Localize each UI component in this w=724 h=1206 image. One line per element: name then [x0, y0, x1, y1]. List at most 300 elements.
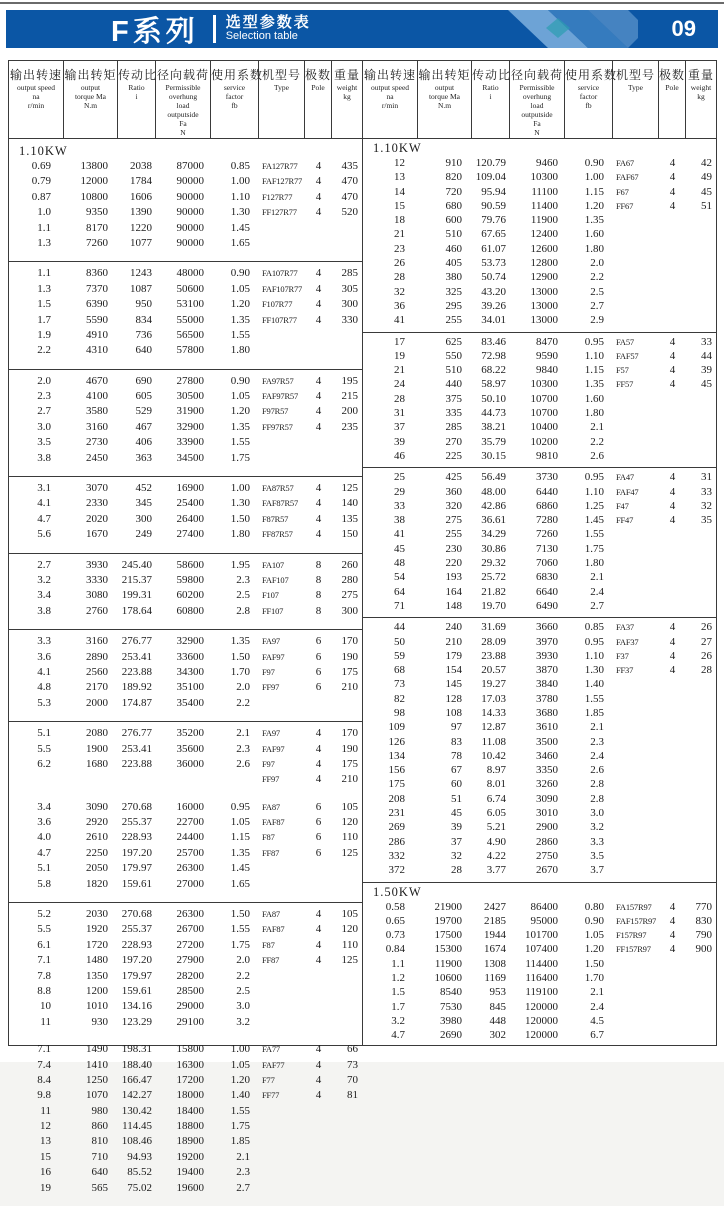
table-cell: FF87R57 — [262, 529, 293, 540]
column-header-cn: 径向载荷 — [510, 68, 563, 82]
table-cell: 6860 — [536, 499, 558, 512]
table-cell: 3610 — [536, 721, 558, 734]
table-cell: 302 — [489, 1029, 506, 1042]
table-cell — [613, 863, 659, 877]
table-cell: 26 — [701, 649, 712, 662]
table-cell: F127R77 — [262, 191, 293, 202]
table-row — [9, 404, 362, 419]
table-cell: 16900 — [176, 482, 204, 495]
table-cell: 29000 — [176, 1000, 204, 1013]
table-cell: 7530 — [440, 1000, 462, 1013]
column-header-en: service — [223, 83, 246, 92]
table-cell: 8170 — [86, 221, 108, 234]
table-cell: 35400 — [176, 696, 204, 709]
table-cell: 105 — [341, 800, 358, 813]
power-section-label: 1.10KW — [373, 141, 422, 155]
table-cell: 199.31 — [121, 589, 152, 602]
table-cell: 2.0 — [236, 681, 250, 694]
table-cell: 97 — [451, 721, 462, 734]
table-cell: FAF47 — [616, 486, 639, 497]
table-cell: 2860 — [536, 835, 558, 848]
table-cell — [118, 772, 156, 787]
table-cell — [332, 999, 362, 1014]
table-cell: 325 — [445, 285, 462, 298]
table-cell — [659, 749, 686, 763]
table-cell: 8.01 — [486, 778, 506, 791]
table-cell: 830 — [695, 914, 712, 927]
table-cell: 17 — [394, 335, 405, 348]
table-cell: 8 — [315, 558, 322, 571]
table-row — [9, 1134, 362, 1149]
table-cell: 37 — [394, 421, 405, 434]
table-cell: 1.55 — [584, 528, 604, 541]
table-cell — [659, 556, 686, 570]
table-cell: 845 — [489, 1000, 506, 1013]
table-cell — [613, 749, 659, 763]
table-cell: 32 — [701, 499, 712, 512]
table-cell: 3.2 — [37, 573, 51, 586]
table-cell: 114400 — [525, 957, 558, 970]
table-cell: 140 — [341, 497, 358, 510]
table-cell: 3.0 — [37, 420, 51, 433]
table-cell: 50.10 — [481, 392, 506, 405]
table-cell: 8470 — [536, 335, 558, 348]
table-cell: 189.92 — [121, 681, 152, 694]
table-cell: 10300 — [530, 171, 558, 184]
table-cell: 190 — [341, 742, 358, 755]
table-cell: 12400 — [530, 228, 558, 241]
table-cell: 13000 — [530, 285, 558, 298]
table-cell: 2890 — [86, 650, 108, 663]
table-cell: 600 — [445, 214, 462, 227]
table-cell: 770 — [695, 900, 712, 913]
table-cell: 1.45 — [584, 514, 604, 527]
table-cell: 125 — [341, 482, 358, 495]
table-cell: 3.77 — [486, 864, 506, 877]
table-cell: 27800 — [176, 374, 204, 387]
table-cell: 12900 — [530, 271, 558, 284]
table-cell: 1.50 — [230, 650, 250, 663]
table-cell: 4310 — [86, 344, 108, 357]
table-cell — [613, 792, 659, 806]
table-cell: 64 — [394, 585, 405, 598]
table-cell: FF107 — [262, 605, 284, 616]
table-cell — [659, 971, 686, 985]
table-cell: 197.20 — [121, 846, 152, 859]
table-cell: 223.88 — [121, 665, 152, 678]
table-cell: 27400 — [176, 528, 204, 541]
table-cell: 9350 — [86, 206, 108, 219]
table-cell: 1.1 — [391, 957, 405, 970]
power-section — [363, 617, 716, 881]
table-cell: FAF107R77 — [262, 283, 303, 294]
table-cell — [305, 969, 332, 984]
table-cell: 48000 — [176, 267, 204, 280]
table-cell: 4 — [669, 199, 676, 212]
selection-table-right — [362, 60, 717, 1046]
table-cell: 68 — [394, 664, 405, 677]
table-cell: 35 — [701, 514, 712, 527]
table-cell: 790 — [695, 929, 712, 942]
table-cell: 1.05 — [230, 816, 250, 829]
table-cell: 3160 — [86, 420, 108, 433]
table-cell: F97R57 — [262, 406, 289, 417]
table-row — [9, 588, 362, 603]
table-row — [9, 634, 362, 649]
table-cell: 7.4 — [37, 1058, 51, 1071]
table-cell: 260 — [341, 558, 358, 571]
table-cell: 10.42 — [481, 749, 506, 762]
table-cell — [332, 696, 362, 711]
column-header — [64, 61, 118, 138]
table-cell: 1.60 — [584, 228, 604, 241]
table-cell: 4 — [669, 157, 676, 169]
table-cell: 1.65 — [230, 877, 250, 890]
table-cell: 9840 — [536, 364, 558, 377]
table-cell: FA87 — [262, 909, 280, 920]
table-cell: 1.35 — [230, 420, 250, 433]
table-cell: 4 — [669, 364, 676, 377]
table-cell: 4 — [669, 621, 676, 634]
table-cell: 910 — [445, 157, 462, 169]
table-row — [363, 420, 716, 434]
table-cell: 3010 — [536, 807, 558, 820]
table-cell — [613, 957, 659, 971]
table-cell: 0.80 — [584, 900, 604, 913]
table-cell: 1.9 — [37, 328, 51, 341]
table-cell: 101700 — [525, 929, 558, 942]
table-cell: 3660 — [536, 621, 558, 634]
table-cell: 83.46 — [481, 335, 506, 348]
table-cell: 145 — [445, 678, 462, 691]
table-row — [363, 914, 716, 928]
table-cell: 18400 — [176, 1104, 204, 1117]
table-cell: 54 — [394, 571, 405, 584]
table-row — [9, 374, 362, 389]
table-cell — [259, 861, 305, 876]
table-cell: 6 — [315, 681, 322, 694]
table-cell: 1784 — [130, 175, 152, 188]
table-cell — [659, 985, 686, 999]
table-row — [363, 256, 716, 270]
table-cell: 215.37 — [121, 573, 152, 586]
table-cell: 953 — [489, 986, 506, 999]
table-cell: 39.26 — [481, 299, 506, 312]
table-cell: F87R57 — [262, 513, 289, 524]
table-cell: 4 — [315, 175, 322, 188]
table-cell — [613, 1014, 659, 1028]
table-cell: 1.35 — [230, 635, 250, 648]
table-cell: 36000 — [176, 757, 204, 770]
table-cell: 33600 — [176, 650, 204, 663]
table-cell: 228.93 — [121, 831, 152, 844]
table-cell: 275 — [341, 589, 358, 602]
table-cell: F97 — [262, 666, 275, 677]
table-cell: 1.00 — [584, 171, 604, 184]
table-cell: FF67 — [616, 200, 634, 211]
column-header-en: N.m — [437, 101, 452, 110]
table-cell: 25.72 — [481, 571, 506, 584]
column-header-en: torque Ma — [74, 92, 107, 101]
table-cell: 3680 — [536, 706, 558, 719]
table-row — [363, 806, 716, 820]
table-cell: 10800 — [80, 190, 108, 203]
power-section — [363, 467, 716, 617]
table-cell: FAF67 — [616, 172, 639, 183]
table-cell — [613, 849, 659, 863]
table-cell — [259, 999, 305, 1014]
table-cell — [659, 820, 686, 834]
table-row — [9, 266, 362, 281]
table-cell: 41 — [394, 528, 405, 541]
table-cell: 8 — [315, 573, 322, 586]
table-row — [363, 570, 716, 584]
column-header — [9, 61, 64, 138]
table-cell: 79.76 — [481, 214, 506, 227]
table-cell: 2.5 — [236, 589, 250, 602]
table-cell — [659, 735, 686, 749]
power-section — [363, 139, 716, 332]
table-cell: 3.7 — [590, 864, 604, 877]
table-cell — [259, 236, 305, 251]
table-cell: 1.45 — [230, 221, 250, 234]
table-cell: 7.8 — [37, 969, 51, 982]
table-cell: 13 — [394, 171, 405, 184]
table-cell: 95000 — [530, 914, 558, 927]
column-header — [613, 61, 659, 138]
table-cell — [332, 1015, 362, 1030]
table-cell: 2.7 — [37, 405, 51, 418]
table-cell: 55000 — [176, 313, 204, 326]
table-cell: 300 — [341, 298, 358, 311]
table-cell: 12 — [40, 1120, 51, 1133]
table-cell: 37 — [451, 835, 462, 848]
table-cell: 4.7 — [37, 512, 51, 525]
table-row — [9, 772, 362, 787]
table-cell: 175 — [388, 778, 405, 791]
table-cell — [305, 1134, 332, 1149]
table-cell: 470 — [341, 175, 358, 188]
table-cell: 32 — [451, 849, 462, 862]
column-header-en: N — [180, 128, 186, 137]
table-cell — [659, 570, 686, 584]
table-cell: 48 — [394, 557, 405, 570]
table-cell — [686, 420, 716, 434]
table-cell: 2.3 — [236, 573, 250, 586]
column-header-en: factor — [225, 92, 244, 101]
table-cell — [64, 772, 118, 787]
table-cell — [686, 706, 716, 720]
table-row — [9, 1042, 362, 1057]
table-cell: 90000 — [176, 221, 204, 234]
table-cell: 35200 — [176, 727, 204, 740]
table-cell: 3.8 — [37, 604, 51, 617]
table-cell: 58.97 — [481, 378, 506, 391]
table-cell: 1.80 — [584, 407, 604, 420]
table-cell: 1.00 — [230, 1043, 250, 1056]
table-cell: 3260 — [536, 778, 558, 791]
power-section-label: 1.50KW — [373, 884, 422, 899]
table-cell: 3930 — [86, 558, 108, 571]
table-cell: 45 — [451, 807, 462, 820]
table-cell: 1.7 — [391, 1000, 405, 1013]
column-header-en: Permissible — [165, 83, 201, 92]
table-cell: 4 — [315, 1089, 322, 1102]
table-cell: 1.55 — [230, 1104, 250, 1117]
table-cell: 240 — [445, 621, 462, 634]
table-row — [363, 485, 716, 499]
table-cell — [613, 835, 659, 849]
table-cell: 4 — [315, 757, 322, 770]
table-cell — [613, 720, 659, 734]
table-cell — [686, 406, 716, 420]
column-header-cn: 传动比 — [118, 68, 158, 82]
power-section — [9, 553, 362, 630]
table-cell: 1.35 — [584, 214, 604, 227]
table-cell — [259, 1165, 305, 1180]
table-row — [9, 969, 362, 984]
column-header — [259, 61, 305, 138]
table-cell: 70 — [347, 1073, 358, 1086]
header-divider — [213, 15, 216, 43]
table-cell: 230 — [445, 542, 462, 555]
table-cell — [259, 451, 305, 466]
table-cell: 50600 — [176, 282, 204, 295]
table-cell: 1200 — [86, 984, 108, 997]
table-cell: 8360 — [86, 267, 108, 280]
table-cell — [686, 835, 716, 849]
table-cell — [613, 420, 659, 434]
table-cell — [259, 1015, 305, 1030]
table-cell: 31900 — [176, 405, 204, 418]
table-cell: 29100 — [176, 1015, 204, 1028]
column-header-en: kg — [343, 92, 351, 101]
table-cell: 1.55 — [230, 328, 250, 341]
table-cell: 5.2 — [37, 908, 51, 921]
table-cell: 6 — [315, 846, 322, 859]
table-cell — [659, 435, 686, 449]
table-cell: 625 — [445, 335, 462, 348]
table-row — [9, 984, 362, 999]
table-cell: FF57 — [616, 379, 634, 390]
table-cell: 126 — [388, 735, 405, 748]
column-header-en: N.m — [83, 101, 98, 110]
table-cell: FAF87 — [262, 817, 285, 828]
table-cell — [332, 1134, 362, 1149]
table-row — [363, 649, 716, 663]
table-cell: 245.40 — [121, 558, 152, 571]
table-cell — [332, 1181, 362, 1196]
table-cell: 1010 — [86, 1000, 108, 1013]
table-cell: 120000 — [525, 1000, 558, 1013]
table-row — [9, 800, 362, 815]
table-cell: 1.2 — [391, 972, 405, 985]
table-cell: 1.45 — [230, 862, 250, 875]
table-cell: 372 — [388, 864, 405, 877]
table-row — [363, 735, 716, 749]
table-cell: FAF97 — [262, 743, 285, 754]
table-cell — [259, 696, 305, 711]
table-cell: 4 — [315, 298, 322, 311]
power-section-label: 1.10KW — [19, 144, 68, 158]
table-cell: 4 — [315, 420, 322, 433]
table-cell — [259, 1181, 305, 1196]
table-cell: 1.85 — [230, 1135, 250, 1148]
table-cell — [686, 792, 716, 806]
table-cell — [305, 343, 332, 358]
table-cell: 3930 — [536, 649, 558, 662]
table-cell: 75.02 — [127, 1181, 152, 1194]
table-cell: FF77 — [262, 1090, 280, 1101]
column-header — [363, 61, 418, 138]
table-cell: 467 — [135, 420, 152, 433]
table-cell: 159.61 — [121, 984, 152, 997]
table-cell: 2185 — [484, 914, 506, 927]
table-cell: 125 — [341, 846, 358, 859]
table-cell: 8 — [315, 589, 322, 602]
table-cell: F107R77 — [262, 299, 293, 310]
table-row — [363, 720, 716, 734]
table-cell — [332, 1165, 362, 1180]
table-cell: 26 — [701, 621, 712, 634]
column-header-en: i — [489, 92, 492, 101]
table-cell: 0.65 — [385, 914, 405, 927]
table-cell: 18000 — [176, 1089, 204, 1102]
power-section — [363, 332, 716, 468]
table-row — [363, 313, 716, 327]
table-cell: 3.4 — [37, 800, 51, 813]
column-header-en: outputside — [521, 110, 553, 119]
table-cell: 0.95 — [584, 335, 604, 348]
table-cell: 1077 — [130, 236, 152, 249]
table-cell — [659, 585, 686, 599]
table-cell — [686, 720, 716, 734]
table-cell — [259, 1104, 305, 1119]
table-cell — [259, 1150, 305, 1165]
table-cell: 275 — [445, 514, 462, 527]
table-cell: FAF77 — [262, 1059, 285, 1070]
table-cell — [259, 969, 305, 984]
table-cell: 174.87 — [121, 696, 152, 709]
table-row — [363, 620, 716, 634]
table-cell: 1820 — [86, 877, 108, 890]
column-header-en: output — [80, 83, 101, 92]
table-cell: 2450 — [86, 451, 108, 464]
table-cell — [659, 270, 686, 284]
table-cell: 249 — [135, 528, 152, 541]
table-cell: 2330 — [86, 497, 108, 510]
table-cell: 6 — [315, 665, 322, 678]
table-cell: 18800 — [176, 1120, 204, 1133]
table-cell: 10700 — [530, 392, 558, 405]
table-cell: F97 — [262, 758, 275, 769]
power-section — [9, 902, 362, 1206]
table-cell: 33900 — [176, 436, 204, 449]
table-cell: 4 — [315, 727, 322, 740]
table-cell: 276.77 — [121, 635, 152, 648]
table-cell — [659, 792, 686, 806]
table-cell: 4.1 — [37, 497, 51, 510]
table-cell: 4 — [669, 900, 676, 913]
table-cell: 2.2 — [236, 696, 250, 709]
table-cell — [332, 1119, 362, 1134]
column-header-en: service — [577, 83, 600, 92]
table-row — [363, 692, 716, 706]
table-cell — [332, 451, 362, 466]
table-cell: FF37 — [616, 665, 634, 676]
table-cell: FA107 — [262, 559, 284, 570]
table-row — [9, 815, 362, 830]
